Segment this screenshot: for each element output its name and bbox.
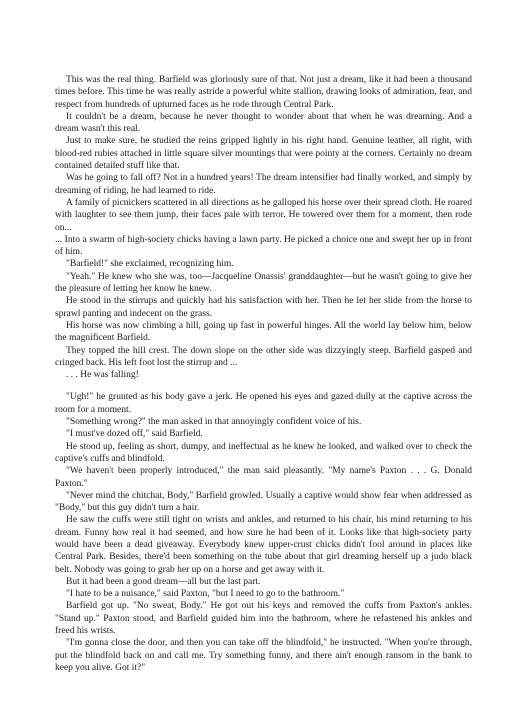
paragraph: But it had been a good dream—all but the last part. bbox=[66, 576, 261, 587]
paragraph: . . . He was falling! bbox=[66, 370, 139, 381]
paragraph: Was he going to fall off? Not in a hundred years! The dream intensifier had finally worked, and simply by dreaming of riding, he had learned to ride. bbox=[55, 173, 472, 196]
paragraph: Barfield got up. "No sweat, Body." He got out his keys and removed the cuffs from Paxton's ankles. "Stand up." Paxton stood, and Barfield guided him into the bathroom, where he refastened his ankles and freed his wrists. bbox=[55, 601, 472, 637]
paragraph: He saw the cuffs were still tight on wrists and ankles, and returned to his chair, his mind returning to his dream. Funny how real it had seemed, and how sure he had been of it. Looks like that high-society party would have been a dead giveaway. Everybody knew upper-crust chicks didn't fool around in places like Central Park. Besides, there'd been something on the tube about that girl dreaming herself up a judo black belt. Nobody was going to grab her up on a horse and get away with it. bbox=[55, 515, 472, 575]
paragraph: "Yeah." He knew who she was, too—Jacqueline Onassis' granddaughter—but he wasn't going to give her the pleasure of letting her know he knew. bbox=[55, 271, 472, 295]
paragraph: He stood up, feeling as short, dumpy, and ineffectual as he knew he looked, and walked over to check the captive's cuffs and blindfold. bbox=[55, 441, 472, 464]
paragraph: "Never mind the chitchat, Body," Barfield growled. Usually a captive would show fear when addressed as "Body," but this guy didn't turn a hair. bbox=[55, 490, 472, 514]
paragraph: "Ugh!" he grunted as his body gave a jerk. He opened his eyes and gazed dully at the captive across the room for a moment. bbox=[55, 392, 472, 415]
paragraph: A family of picnickers scattered in all directions as he galloped his horse over their spread cloth. He roared with laughter to see them jump, their faces pale with terror. He towered over them for a moment, then rode on... bbox=[55, 197, 472, 233]
paragraph: ... Into a swarm of high-society chicks having a lawn party. He picked a choice one and swept her up in front of him. bbox=[55, 234, 472, 258]
section-break bbox=[55, 381, 472, 391]
body-text bbox=[55, 74, 472, 674]
paragraph: "Barfield!" she exclaimed, recognizing him. bbox=[66, 259, 234, 270]
paragraph: "We haven't been properly introduced," the man said pleasantly. "My name's Paxton . . . G. Donald Paxton." bbox=[55, 466, 472, 489]
paragraph: "I must've dozed off," said Barfield. bbox=[66, 429, 203, 440]
paragraph: It couldn't be a dream, because he never thought to wonder about that when he was dreaming. And a dream wasn't this real. bbox=[55, 111, 472, 135]
paragraph: "I hate to be a nuisance," said Paxton, "but I need to go to the bathroom." bbox=[66, 589, 345, 600]
paragraph: "I'm gonna close the door, and then you can take off the blindfold," he instructed. "When you're through, put the blindfold back on and call me. Try something funny, and there ain't enough ransom in the bank to keep you alive. Got it?" bbox=[55, 638, 472, 673]
paragraph: He stood in the stirrups and quickly had his satisfaction with her. Then he let her slide from the horse to sprawl panting and indecent on the grass. bbox=[55, 296, 472, 319]
paragraph: They topped the hill crest. The down slope on the other side was dizzyingly steep. Barfield gasped and cringed back. His left foot lost the stirrup and ... bbox=[55, 345, 472, 368]
paragraph: "Something wrong?" the man asked in that annoyingly confident voice of his. bbox=[66, 417, 362, 428]
paragraph: Just to make sure, he studied the reins gripped lightly in his right hand. Genuine leather, all right, with blood-red rubies attached in little square silver mountings that were pointy at the corners. Certainly no dream contained detailed stuff like that. bbox=[55, 136, 472, 172]
paragraph: His horse was now climbing a hill, going up fast in powerful hinges. All the world lay below him, below the magnificent Barfield. bbox=[55, 320, 472, 344]
paragraph: This was the real thing. Barfield was gloriously sure of that. Not just a dream, like it had been a thousand times before. This time he was really astride a powerful white stallion, drawing looks of admiration, fear, and respect from hundreds of upturned faces as he rode through Central Park. bbox=[55, 75, 472, 110]
